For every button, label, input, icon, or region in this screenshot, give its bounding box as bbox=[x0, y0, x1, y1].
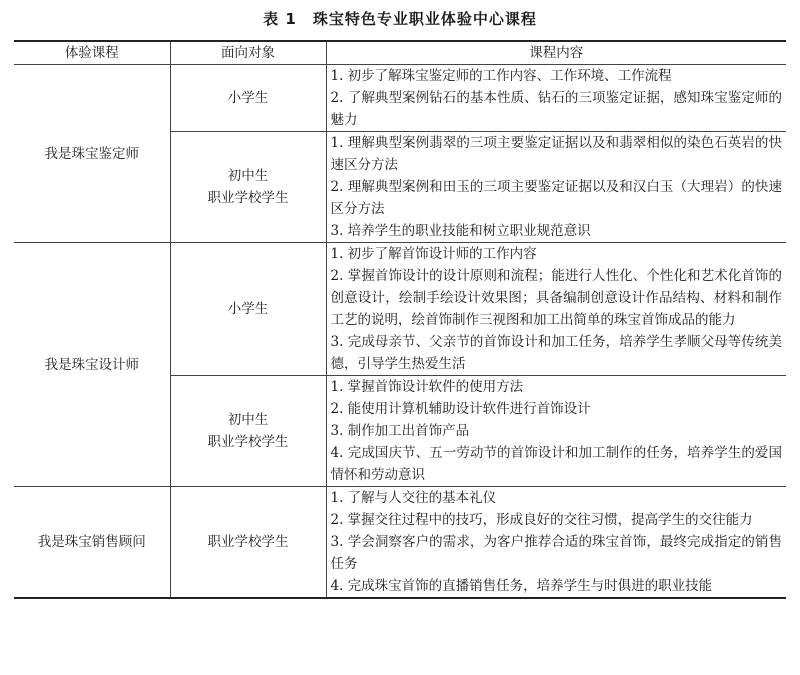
course-name: 我是珠宝销售顾问 bbox=[14, 487, 170, 599]
table-row bbox=[14, 487, 786, 599]
target-label: 职业学校学生 bbox=[207, 534, 289, 550]
header-course: 体验课程 bbox=[14, 41, 170, 65]
content-item: 4. 完成国庆节、五一劳动节的首饰设计和加工制作的任务，培养学生的爱国情怀和劳动意识 bbox=[330, 445, 782, 483]
table-number: 表 1 bbox=[263, 10, 297, 28]
target-cell bbox=[170, 132, 326, 243]
course-name: 我是珠宝设计师 bbox=[14, 243, 170, 487]
table-caption bbox=[0, 8, 800, 29]
content-cell bbox=[326, 132, 786, 243]
content-cell bbox=[326, 65, 786, 132]
table-row bbox=[14, 243, 786, 376]
content-cell bbox=[326, 243, 786, 376]
header-row bbox=[14, 41, 786, 65]
content-item: 2. 理解典型案例和田玉的三项主要鉴定证据以及和汉白玉（大理岩）的快速区分方法 bbox=[330, 179, 782, 217]
target-cell bbox=[170, 487, 326, 599]
content-item: 3. 完成母亲节、父亲节的首饰设计和加工任务，培养学生孝顺父母等传统美德，引导学生热爱生活 bbox=[330, 334, 782, 372]
content-item: 1. 掌握首饰设计软件的使用方法 bbox=[330, 379, 524, 395]
target-label: 小学生 bbox=[227, 90, 269, 106]
target-cell bbox=[170, 65, 326, 132]
target-cell bbox=[170, 243, 326, 376]
content-item: 2. 能使用计算机辅助设计软件进行首饰设计 bbox=[330, 401, 591, 417]
header-target: 面向对象 bbox=[170, 41, 326, 65]
target-label: 职业学校学生 bbox=[207, 434, 289, 450]
content-cell bbox=[326, 376, 786, 487]
content-item: 3. 学会洞察客户的需求，为客户推荐合适的珠宝首饰，最终完成指定的销售任务 bbox=[330, 534, 782, 572]
content-item: 3. 培养学生的职业技能和树立职业规范意识 bbox=[330, 223, 591, 239]
content-item: 4. 完成珠宝首饰的直播销售任务，培养学生与时俱进的职业技能 bbox=[330, 578, 713, 594]
content-item: 1. 了解与人交往的基本礼仪 bbox=[330, 490, 497, 506]
target-label: 职业学校学生 bbox=[207, 190, 289, 206]
content-item: 1. 理解典型案例翡翠的三项主要鉴定证据以及和翡翠相似的染色石英岩的快速区分方法 bbox=[330, 135, 782, 173]
content-cell bbox=[326, 487, 786, 599]
table-title: 珠宝特色专业职业体验中心课程 bbox=[312, 10, 537, 28]
content-item: 2. 掌握交往过程中的技巧，形成良好的交往习惯，提高学生的交往能力 bbox=[330, 512, 753, 528]
target-label: 初中生 bbox=[227, 412, 269, 428]
content-item: 1. 初步了解珠宝鉴定师的工作内容、工作环境、工作流程 bbox=[330, 68, 672, 84]
course-table bbox=[14, 40, 786, 599]
content-item: 3. 制作加工出首饰产品 bbox=[330, 423, 470, 439]
header-content: 课程内容 bbox=[326, 41, 786, 65]
target-label: 初中生 bbox=[227, 168, 269, 184]
target-label: 小学生 bbox=[227, 301, 269, 317]
content-item: 1. 初步了解首饰设计师的工作内容 bbox=[330, 246, 537, 262]
course-name: 我是珠宝鉴定师 bbox=[14, 65, 170, 243]
content-item: 2. 掌握首饰设计的设计原则和流程；能进行人性化、个性化和艺术化首饰的创意设计，绘制手绘设计效果图；具备编制创意设计作品结构、材料和制作工艺的说明，绘首饰制作三视图和加工出简单的珠宝首饰成品的能力 bbox=[330, 268, 782, 328]
content-item: 2. 了解典型案例钻石的基本性质、钻石的三项鉴定证据，感知珠宝鉴定师的魅力 bbox=[330, 90, 782, 128]
target-cell bbox=[170, 376, 326, 487]
table-row bbox=[14, 65, 786, 132]
